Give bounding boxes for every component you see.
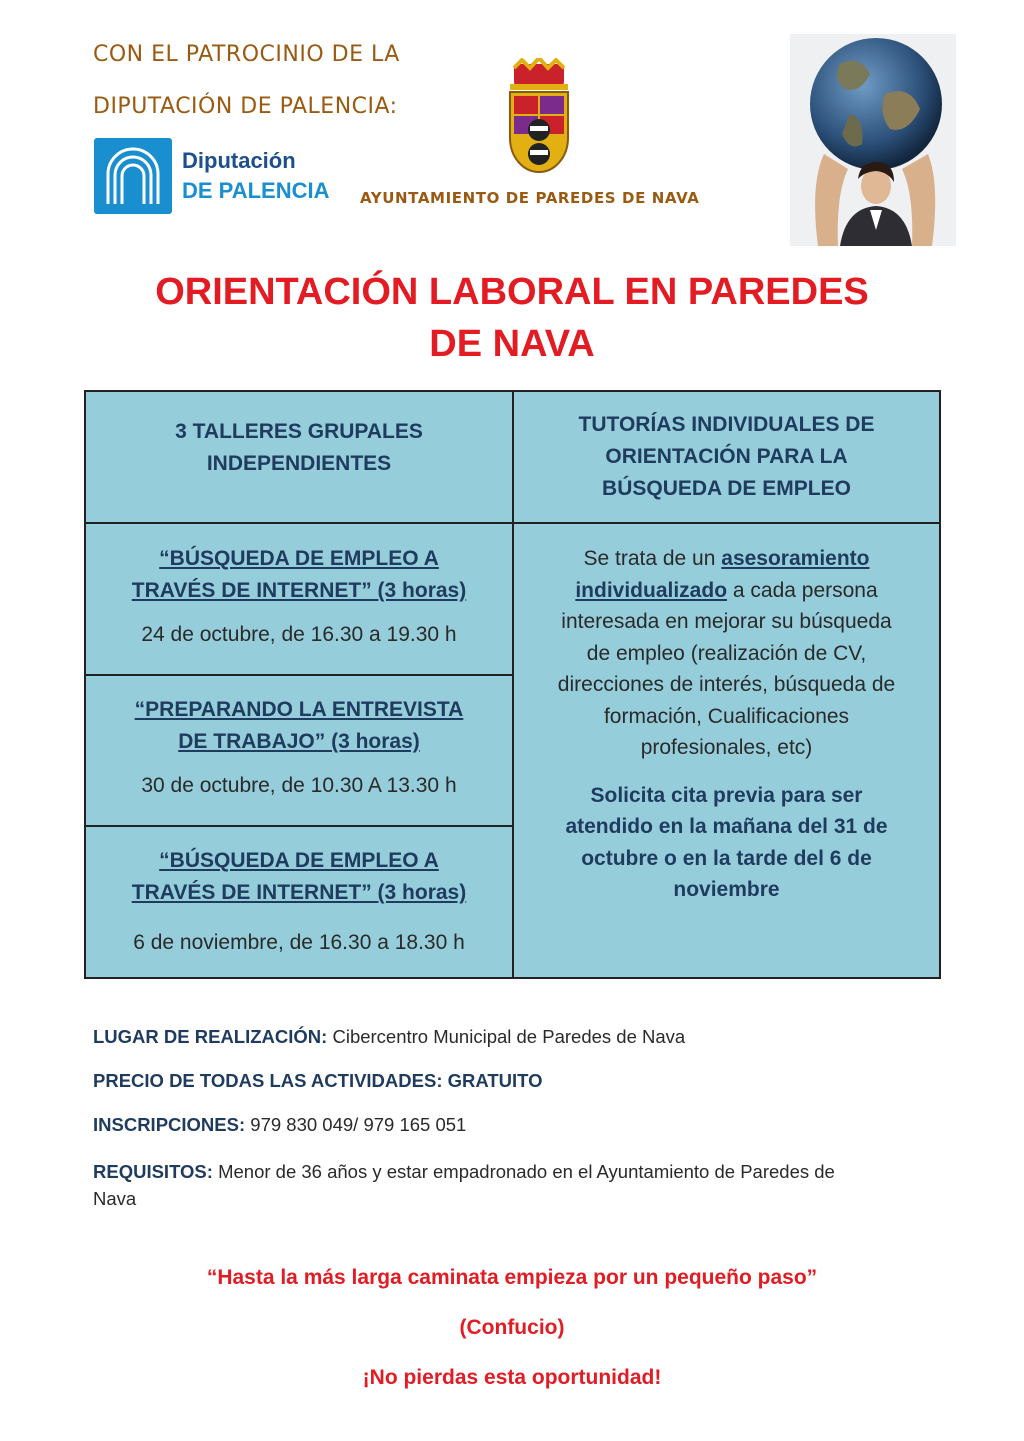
tutoring-cta-line: Solicita cita previa para ser	[590, 783, 863, 807]
info-requisitos-label: REQUISITOS:	[93, 1161, 213, 1182]
tutoring-intro: Se trata de un	[583, 547, 716, 570]
workshop-title-line: “BÚSQUEDA DE EMPLEO A	[159, 547, 439, 570]
footer-quote-author: (Confucio)	[459, 1316, 565, 1339]
tutoring-header-line: BÚSQUEDA DE EMPLEO	[602, 477, 851, 500]
workshop-date: 6 de noviembre, de 16.30 a 18.30 h	[133, 931, 465, 954]
workshop-title-line: “PREPARANDO LA ENTREVISTA	[134, 698, 464, 721]
woman-holding-globe-image	[790, 34, 956, 246]
info-requisitos-line-2: Nava	[93, 1188, 137, 1209]
workshop-item	[86, 694, 512, 798]
workshops-header	[86, 416, 512, 480]
tutoring-line: formación, Cualificaciones	[603, 704, 850, 728]
sponsor-line-2: DIPUTACIÓN DE PALENCIA:	[93, 94, 398, 119]
town-crest-icon	[500, 58, 578, 178]
tutoring-appointment-note	[514, 780, 939, 906]
workshop-title-line: TRAVÉS DE INTERNET” (3 horas)	[131, 881, 467, 904]
tutoring-line: interesada en mejorar su búsqueda	[561, 610, 892, 633]
tutoring-cta-line: octubre o en la tarde del 6 de	[581, 846, 872, 870]
workshop-title	[86, 543, 512, 607]
tutoring-text-after: a cada persona	[732, 578, 878, 602]
tutoring-header-line: ORIENTACIÓN PARA LA	[605, 445, 848, 468]
tutoring-header-line: TUTORÍAS INDIVIDUALES DE	[578, 413, 875, 436]
table-row-divider	[84, 674, 513, 676]
sponsor-line-1: CON EL PATROCINIO DE LA	[93, 42, 400, 67]
footer-quote: “Hasta la más larga caminata empieza por un pequeño paso”	[206, 1266, 818, 1289]
workshop-date: 24 de octubre, de 16.30 a 19.30 h	[141, 623, 457, 646]
workshops-header-line: 3 TALLERES GRUPALES	[175, 420, 423, 443]
tutoring-highlight: individualizado	[575, 578, 728, 602]
tutoring-text	[514, 543, 939, 764]
tutoring-cta-line: atendido en la mañana del 31 de	[565, 815, 888, 838]
diputacion-name: Diputación	[182, 148, 296, 173]
table-row-divider	[84, 825, 513, 827]
workshop-date: 30 de octubre, de 10.30 A 13.30 h	[141, 774, 457, 797]
workshop-title	[86, 845, 512, 909]
title-line-1: ORIENTACIÓN LABORAL EN PAREDES	[155, 271, 869, 313]
info-precio-label: PRECIO DE TODAS LAS ACTIVIDADES: GRATUITO	[93, 1070, 543, 1091]
workshop-title-line: “BÚSQUEDA DE EMPLEO A	[159, 849, 439, 872]
tutoring-line: de empleo (realización de CV,	[586, 641, 867, 665]
info-requisitos-value: Menor de 36 años y estar empadronado en el Ayuntamiento de Paredes de	[218, 1161, 835, 1182]
tutoring-line	[514, 543, 939, 575]
diputacion-logo-icon	[94, 138, 172, 214]
tutoring-description	[514, 543, 939, 906]
tutoring-highlight: asesoramiento	[721, 547, 870, 570]
tutoring-header	[514, 409, 939, 505]
workshop-title-line: DE TRABAJO” (3 horas)	[178, 730, 420, 753]
tutoring-cta-line: noviembre	[673, 878, 780, 901]
info-lugar-value: Cibercentro Municipal de Paredes de Nava	[332, 1026, 686, 1047]
info-requisitos	[93, 1158, 953, 1212]
workshops-header-line: INDEPENDIENTES	[206, 452, 392, 475]
diputacion-region: DE PALENCIA	[182, 178, 330, 203]
info-requisitos-line	[93, 1158, 953, 1185]
workshop-title-line: TRAVÉS DE INTERNET” (3 horas)	[131, 579, 467, 602]
tutoring-line: direcciones de interés, búsqueda de	[557, 673, 896, 696]
workshop-title	[86, 694, 512, 758]
info-inscripciones	[93, 1114, 466, 1136]
info-precio	[93, 1070, 543, 1092]
ayuntamiento-label: AYUNTAMIENTO DE PAREDES DE NAVA	[360, 189, 700, 207]
workshop-item	[86, 845, 512, 955]
title-line-2: DE NAVA	[429, 323, 595, 365]
info-inscripciones-label: INSCRIPCIONES:	[93, 1114, 246, 1135]
info-inscripciones-value: 979 830 049/ 979 165 051	[250, 1114, 467, 1135]
workshop-item	[86, 543, 512, 647]
info-lugar	[93, 1026, 685, 1048]
footer-cta: ¡No pierdas esta oportunidad!	[362, 1366, 662, 1389]
page-title	[60, 266, 964, 370]
info-lugar-label: LUGAR DE REALIZACIÓN:	[93, 1026, 328, 1047]
tutoring-line: profesionales, etc)	[640, 736, 813, 759]
table-row-divider	[84, 522, 941, 524]
tutoring-line	[514, 575, 939, 607]
